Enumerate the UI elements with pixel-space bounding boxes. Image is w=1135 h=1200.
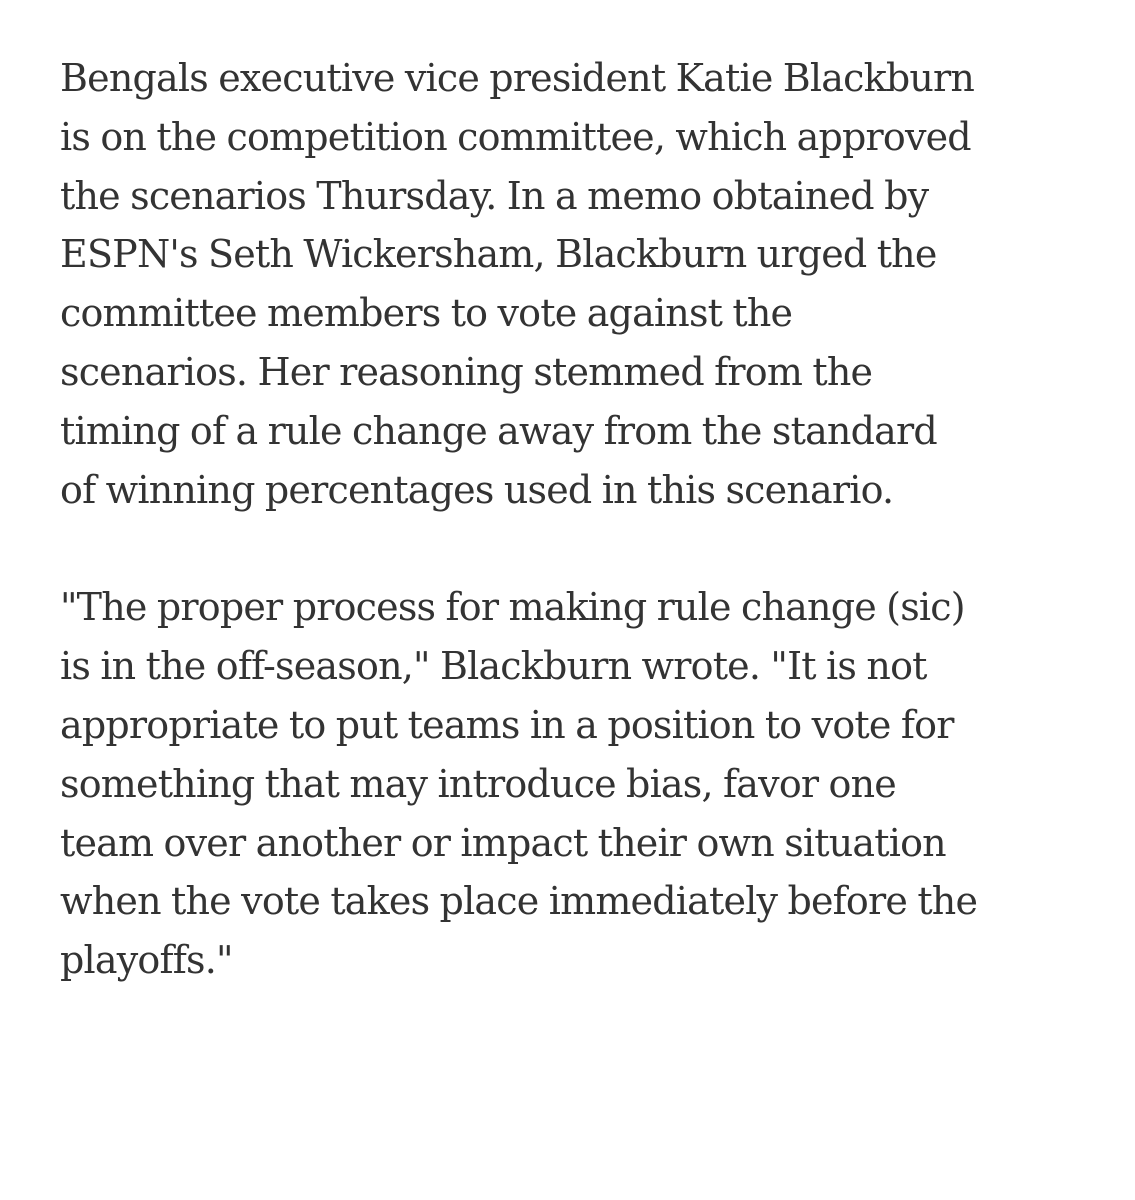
paragraph-blackburn-quote	[60, 578, 1095, 990]
text-line: is on the competition committee, which approved	[60, 114, 971, 159]
text-line: something that may introduce bias, favor one	[60, 761, 896, 806]
text-line: is in the off-season," Blackburn wrote. "It is not	[60, 644, 927, 689]
text-line: scenarios. Her reasoning stemmed from the	[60, 349, 873, 394]
text-line: of winning percentages used in this scenario.	[60, 467, 894, 512]
text-line: timing of a rule change away from the standard	[60, 408, 937, 453]
text-line: when the vote takes place immediately before the	[60, 879, 978, 924]
text-line: "The proper process for making rule change (sic)	[60, 585, 965, 630]
text-line: committee members to vote against the	[60, 291, 793, 336]
text-line: the scenarios Thursday. In a memo obtained by	[60, 173, 929, 218]
paragraph-memo-context	[60, 49, 1095, 519]
text-line: appropriate to put teams in a position to vote for	[60, 702, 954, 747]
text-line: team over another or impact their own situation	[60, 820, 946, 865]
text-line: Bengals executive vice president Katie Blackburn	[60, 56, 975, 100]
text-line: ESPN's Seth Wickersham, Blackburn urged the	[60, 232, 937, 277]
text-line: playoffs."	[60, 938, 233, 983]
